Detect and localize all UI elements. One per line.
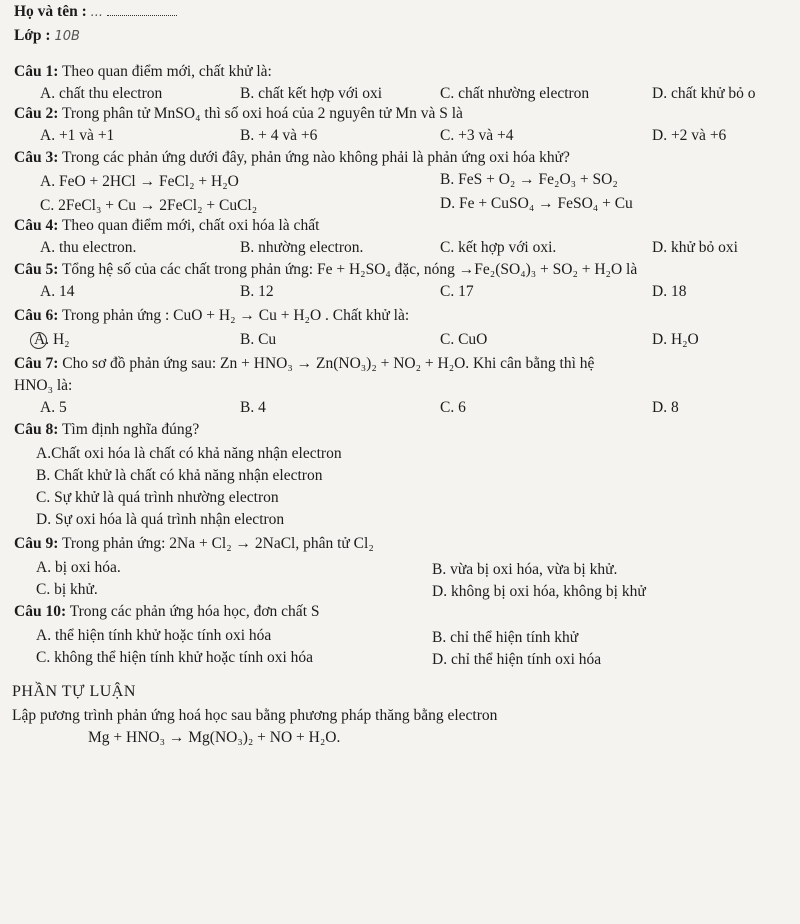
q8-option-a: A.Chất oxi hóa là chất có khả năng nhận electron xyxy=(36,445,342,462)
q6-option-a: A. H₂ xyxy=(30,330,70,350)
q1-option-b: B. chất kết hợp với oxi xyxy=(240,85,383,102)
name-line xyxy=(14,2,177,23)
essay-instruction: Lập pương trình phản ứng hoá học sau bằng phương pháp thăng bằng electron xyxy=(12,707,498,724)
q7-option-a: A. 5 xyxy=(40,399,67,416)
q6-option-d: D. H₂O xyxy=(652,331,699,348)
question-8: Câu 8: Tìm định nghĩa đúng? xyxy=(14,421,200,438)
q8-option-d: D. Sự oxi hóa là quá trình nhận electron xyxy=(36,511,285,528)
question-7-cont: HNO₃ là: xyxy=(14,377,73,394)
q8-option-b: B. Chất khử là chất có khả năng nhận electron xyxy=(36,467,323,484)
q6-option-b: B. Cu xyxy=(240,331,277,348)
q6-option-c: C. CuO xyxy=(440,331,488,348)
q5-option-c: C. 17 xyxy=(440,283,474,300)
q4-option-a: A. thu electron. xyxy=(40,239,137,256)
q7-option-c: C. 6 xyxy=(440,399,466,416)
q1-option-a: A. chất thu electron xyxy=(40,85,163,102)
q2-option-c: C. +3 và +4 xyxy=(440,127,514,144)
q8-option-c: C. Sự khử là quá trình nhường electron xyxy=(36,489,279,506)
question-9: Câu 9: Trong phản ứng: 2Na + Cl₂ → 2NaCl, phân tử Cl₂ xyxy=(14,535,374,552)
q1-option-c: C. chất nhường electron xyxy=(440,85,590,102)
question-2: Câu 2: Trong phân tử MnSO₄ thì số oxi hoá của 2 nguyên tử Mn và S là xyxy=(14,105,463,122)
name-handwriting: ... xyxy=(90,5,104,20)
class-line xyxy=(14,26,80,47)
q10-option-c: C. không thể hiện tính khử hoặc tính oxi hóa xyxy=(36,649,314,666)
q4-option-c: C. kết hợp với oxi. xyxy=(440,239,557,256)
q5-option-b: B. 12 xyxy=(240,283,274,300)
q3-option-d: D. Fe + CuSO₄ → FeSO₄ + Cu xyxy=(440,195,633,212)
q2-option-b: B. + 4 và +6 xyxy=(240,127,318,144)
question-6: Câu 6: Trong phản ứng : CuO + H₂ → Cu + H₂O . Chất khử là: xyxy=(14,307,410,324)
q7-option-b: B. 4 xyxy=(240,399,266,416)
q9-option-d: D. không bị oxi hóa, không bị khử xyxy=(432,583,646,600)
question-10: Câu 10: Trong các phản ứng hóa học, đơn chất S xyxy=(14,603,320,620)
q9-option-a: A. bị oxi hóa. xyxy=(36,559,121,576)
q7-option-d: D. 8 xyxy=(652,399,679,416)
q3-option-c: C. 2FeCl₃ + Cu → 2FeCl₂ + CuCl₂ xyxy=(40,197,258,214)
class-label: Lớp : xyxy=(14,27,51,44)
class-handwriting: 10B xyxy=(54,29,80,44)
question-3: Câu 3: Trong các phản ứng dưới đây, phản ứng nào không phải là phản ứng oxi hóa khử? xyxy=(14,149,570,166)
name-label: Họ và tên : xyxy=(14,3,87,20)
question-4: Câu 4: Theo quan điểm mới, chất oxi hóa là chất xyxy=(14,217,320,234)
q5-option-d: D. 18 xyxy=(652,283,687,300)
q10-option-b: B. chỉ thể hiện tính khử xyxy=(432,629,579,646)
q10-option-d: D. chỉ thể hiện tính oxi hóa xyxy=(432,651,602,668)
question-5: Câu 5: Tổng hệ số của các chất trong phản ứng: Fe + H₂SO₄ đặc, nóng →Fe₂(SO₄)₃ + SO₂ + H₂O là xyxy=(14,261,638,278)
q9-option-b: B. vừa bị oxi hóa, vừa bị khử. xyxy=(432,561,618,578)
essay-equation: Mg + HNO₃ → Mg(NO₃)₂ + NO + H₂O. xyxy=(88,729,341,746)
q2-option-a: A. +1 và +1 xyxy=(40,127,115,144)
q1-option-d: D. chất khử bỏ o xyxy=(652,85,756,102)
q4-option-d: D. khử bỏ oxi xyxy=(652,239,738,256)
q5-option-a: A. 14 xyxy=(40,283,75,300)
q10-option-a: A. thể hiện tính khử hoặc tính oxi hóa xyxy=(36,627,272,644)
q2-option-d: D. +2 và +6 xyxy=(652,127,727,144)
handwritten-circle-mark xyxy=(30,332,47,349)
q9-option-c: C. bị khử. xyxy=(36,581,98,598)
question-1: Câu 1: Theo quan điểm mới, chất khử là: xyxy=(14,63,272,80)
essay-heading: PHẦN TỰ LUẬN xyxy=(12,683,136,700)
q4-option-b: B. nhường electron. xyxy=(240,239,364,256)
q3-option-b: B. FeS + O₂ → Fe₂O₃ + SO₂ xyxy=(440,171,618,188)
question-7: Câu 7: Cho sơ đồ phản ứng sau: Zn + HNO₃ → Zn(NO₃)₂ + NO₂ + H₂O. Khi cân bằng thì hệ xyxy=(14,355,595,372)
q3-option-a: A. FeO + 2HCl → FeCl₂ + H₂O xyxy=(40,173,239,190)
